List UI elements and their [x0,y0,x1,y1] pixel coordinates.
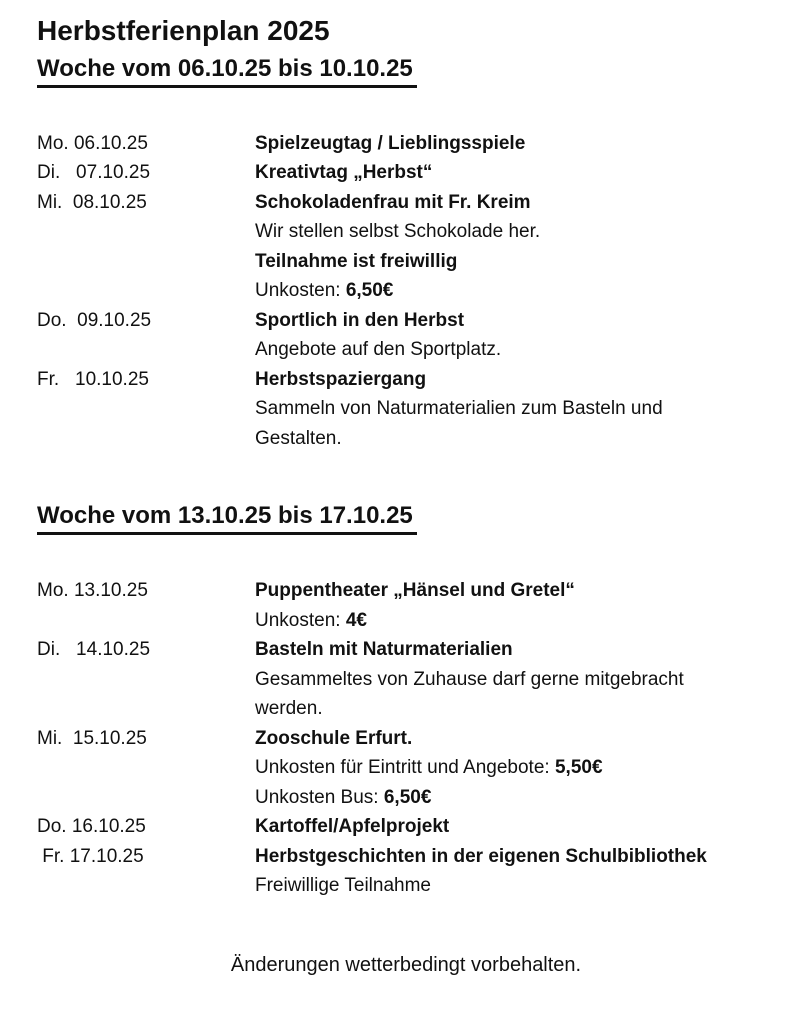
event-date-spacer [37,753,255,783]
event-text-line [255,606,710,636]
event-detail: Freiwillige Teilnahme [255,875,432,897]
event-detail: 6,50€ [383,786,432,808]
event-text-line [255,129,710,159]
event-date-spacer [37,335,255,365]
event-detail: Angebote auf den Sportplatz. [255,339,502,361]
event-text-line [255,217,710,247]
event-detail-row [37,247,812,277]
event-detail: Unkosten Bus: [255,786,384,808]
event-date-spacer [37,394,255,453]
event-text-line [255,635,710,665]
event-detail: Unkosten: [255,280,346,302]
event-detail-row [37,783,812,813]
event-title: Basteln mit Naturmaterialien [255,639,513,661]
event-date: Do. 09.10.25 [37,309,152,331]
event-text-line [255,394,710,453]
event-text-line [255,665,710,724]
event-date: Mo. 06.10.25 [37,132,148,154]
event-title: Zooschule Erfurt. [255,727,413,749]
week-heading-row [37,501,812,535]
event-row [37,635,812,665]
event-text-line [255,812,710,842]
footer-note: Änderungen wetterbedingt vorbehalten. [230,953,582,976]
event-date-spacer [37,871,255,901]
event-date: Di. 07.10.25 [37,162,151,184]
event-title: Puppentheater „Hänsel und Gretel“ [255,580,575,602]
event-row [37,306,812,336]
event-title: Sportlich in den Herbst [255,309,465,331]
event-title: Kartoffel/Apfelprojekt [255,816,450,838]
event-row [37,724,812,754]
event-row [37,576,812,606]
event-row [37,842,812,872]
event-detail-row [37,217,812,247]
event-text-line [255,842,710,872]
event-text-line [255,188,710,218]
event-row [37,158,812,188]
event-title: Kreativtag „Herbst“ [255,162,433,184]
events-list [37,576,812,901]
event-text-line [255,724,710,754]
event-detail: 6,50€ [345,280,394,302]
event-detail-row [37,335,812,365]
event-title: Herbstgeschichten in der eigenen Schulbibliothek [255,845,707,867]
event-row [37,365,812,395]
event-text-line [255,158,710,188]
event-text-line [255,335,710,365]
event-detail: Unkosten für Eintritt und Angebote: [255,757,555,779]
event-title: Herbstspaziergang [255,368,427,390]
week-section [37,501,812,901]
event-detail: 5,50€ [554,757,603,779]
event-date-spacer [37,665,255,724]
event-text-line [255,306,710,336]
week-heading: Woche vom 13.10.25 bis 17.10.25 [37,501,417,535]
event-detail-row [37,753,812,783]
event-row [37,188,812,218]
events-list [37,129,812,454]
event-detail: Gesammeltes von Zuhause darf gerne mitgebracht werden. [255,668,684,720]
week-heading-row [37,54,812,88]
event-detail: 4€ [345,609,367,631]
event-detail: Wir stellen selbst Schokolade her. [255,221,541,243]
event-text-line [255,783,710,813]
page-title: Herbstferienplan 2025 [37,15,330,46]
event-date: Mi. 15.10.25 [37,727,147,749]
week-heading: Woche vom 06.10.25 bis 10.10.25 [37,54,417,88]
event-detail: Unkosten: [255,609,346,631]
event-text-line [255,871,710,901]
event-date-spacer [37,247,255,277]
event-detail-row [37,665,812,724]
week-section [37,54,812,454]
event-date: Fr. 10.10.25 [37,368,149,390]
event-text-line [255,365,710,395]
event-detail: Teilnahme ist freiwillig [255,250,458,272]
event-text-line [255,276,710,306]
event-detail-row [37,394,812,453]
event-date-spacer [37,606,255,636]
weeks-container [0,54,812,901]
event-date-spacer [37,217,255,247]
event-detail-row [37,606,812,636]
event-date: Mi. 08.10.25 [37,191,147,213]
event-row [37,812,812,842]
event-detail: Sammeln von Naturmaterialien zum Basteln und Gestalten. [255,398,663,449]
event-date-spacer [37,276,255,306]
event-date-spacer [37,783,255,813]
event-date: Mo. 13.10.25 [37,580,148,602]
event-date: Di. 14.10.25 [37,639,151,661]
event-title: Spielzeugtag / Lieblingsspiele [255,132,526,154]
event-text-line [255,753,710,783]
event-row [37,129,812,159]
event-title: Schokoladenfrau mit Fr. Kreim [255,191,531,213]
event-detail-row [37,871,812,901]
event-date: Fr. 17.10.25 [37,845,144,867]
event-detail-row [37,276,812,306]
event-date: Do. 16.10.25 [37,816,146,838]
event-text-line [255,576,710,606]
event-text-line [255,247,710,277]
